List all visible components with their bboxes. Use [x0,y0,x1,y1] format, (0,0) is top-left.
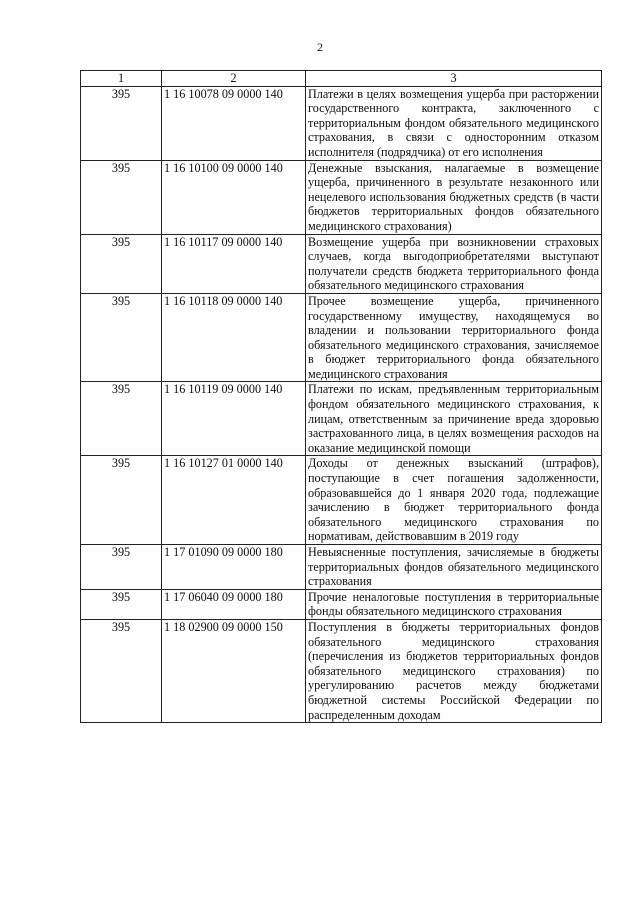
table-row [81,545,602,590]
income-code-cell: 1 16 10119 09 0000 140 [162,382,306,456]
income-code-cell: 1 17 01090 09 0000 180 [162,545,306,590]
table-row [81,160,602,234]
header-column-2: 2 [162,71,306,87]
admin-code-cell: 395 [81,589,162,619]
income-name-cell: Невыясненные поступления, зачисляемые в бюджеты территориальных фондов обязательного медицинского страхования [306,545,602,590]
admin-code-cell: 395 [81,160,162,234]
header-column-3: 3 [306,71,602,87]
page-number: 2 [317,40,323,54]
admin-code-cell: 395 [81,619,162,722]
table-row [81,234,602,293]
income-code-cell: 1 16 10118 09 0000 140 [162,293,306,382]
header-column-1: 1 [81,71,162,87]
admin-code-cell: 395 [81,86,162,160]
income-name-cell: Доходы от денежных взысканий (штрафов), поступающие в счет погашения задолженности, образовавшейся до 1 января 2020 года, подлежащие зачислению в бюджет территориального фонда обязательного медицинского страхования по нормативам, действовавшим в 2019 году [306,456,602,545]
income-name-cell: Платежи по искам, предъявленным территориальным фондом обязательного медицинского страхования, к лицам, ответственным за причинение вреда здоровью застрахованного лица, в целях возмещения расходов на оказание медицинской помощи [306,382,602,456]
income-code-cell: 1 16 10078 09 0000 140 [162,86,306,160]
table-row [81,293,602,382]
income-name-cell: Платежи в целях возмещения ущерба при расторжении государственного контракта, заключенного с территориальным фондом обязательного медицинского страхования, в связи с односторонним отказом исполнителя (подрядчика) от его исполнения [306,86,602,160]
admin-code-cell: 395 [81,545,162,590]
admin-code-cell: 395 [81,382,162,456]
income-name-cell: Возмещение ущерба при возникновении страховых случаев, когда выгодоприобретателями выступают получатели средств бюджета территориального фонда обязательного медицинского страхования [306,234,602,293]
income-name-cell: Прочее возмещение ущерба, причиненного государственному имуществу, находящемуся во владении и пользовании территориального фонда обязательного медицинского страхования, зачисляемое в бюджет территориального фонда обязательного медицинского страхования [306,293,602,382]
table-row [81,589,602,619]
income-code-cell: 1 17 06040 09 0000 180 [162,589,306,619]
income-name-cell: Прочие неналоговые поступления в территориальные фонды обязательного медицинского страхования [306,589,602,619]
admin-code-cell: 395 [81,293,162,382]
income-code-cell: 1 16 10127 01 0000 140 [162,456,306,545]
budget-classification-table [80,70,602,723]
table-row [81,382,602,456]
table-header-row [81,71,602,87]
income-name-cell: Денежные взыскания, налагаемые в возмещение ущерба, причиненного в результате незаконного или нецелевого использования бюджетных средств (в части бюджетов территориальных фондов обязательного медицинского страхования) [306,160,602,234]
admin-code-cell: 395 [81,234,162,293]
table-row [81,86,602,160]
income-code-cell: 1 16 10117 09 0000 140 [162,234,306,293]
income-name-cell: Поступления в бюджеты территориальных фондов обязательного медицинского страхования (перечисления из бюджетов территориальных фондов обязательного медицинского страхования) по урегулированию расчетов между бюджетами бюджетной системы Российской Федерации по распределенным доходам [306,619,602,722]
income-code-cell: 1 18 02900 09 0000 150 [162,619,306,722]
income-code-cell: 1 16 10100 09 0000 140 [162,160,306,234]
admin-code-cell: 395 [81,456,162,545]
table-row [81,619,602,722]
table-row [81,456,602,545]
